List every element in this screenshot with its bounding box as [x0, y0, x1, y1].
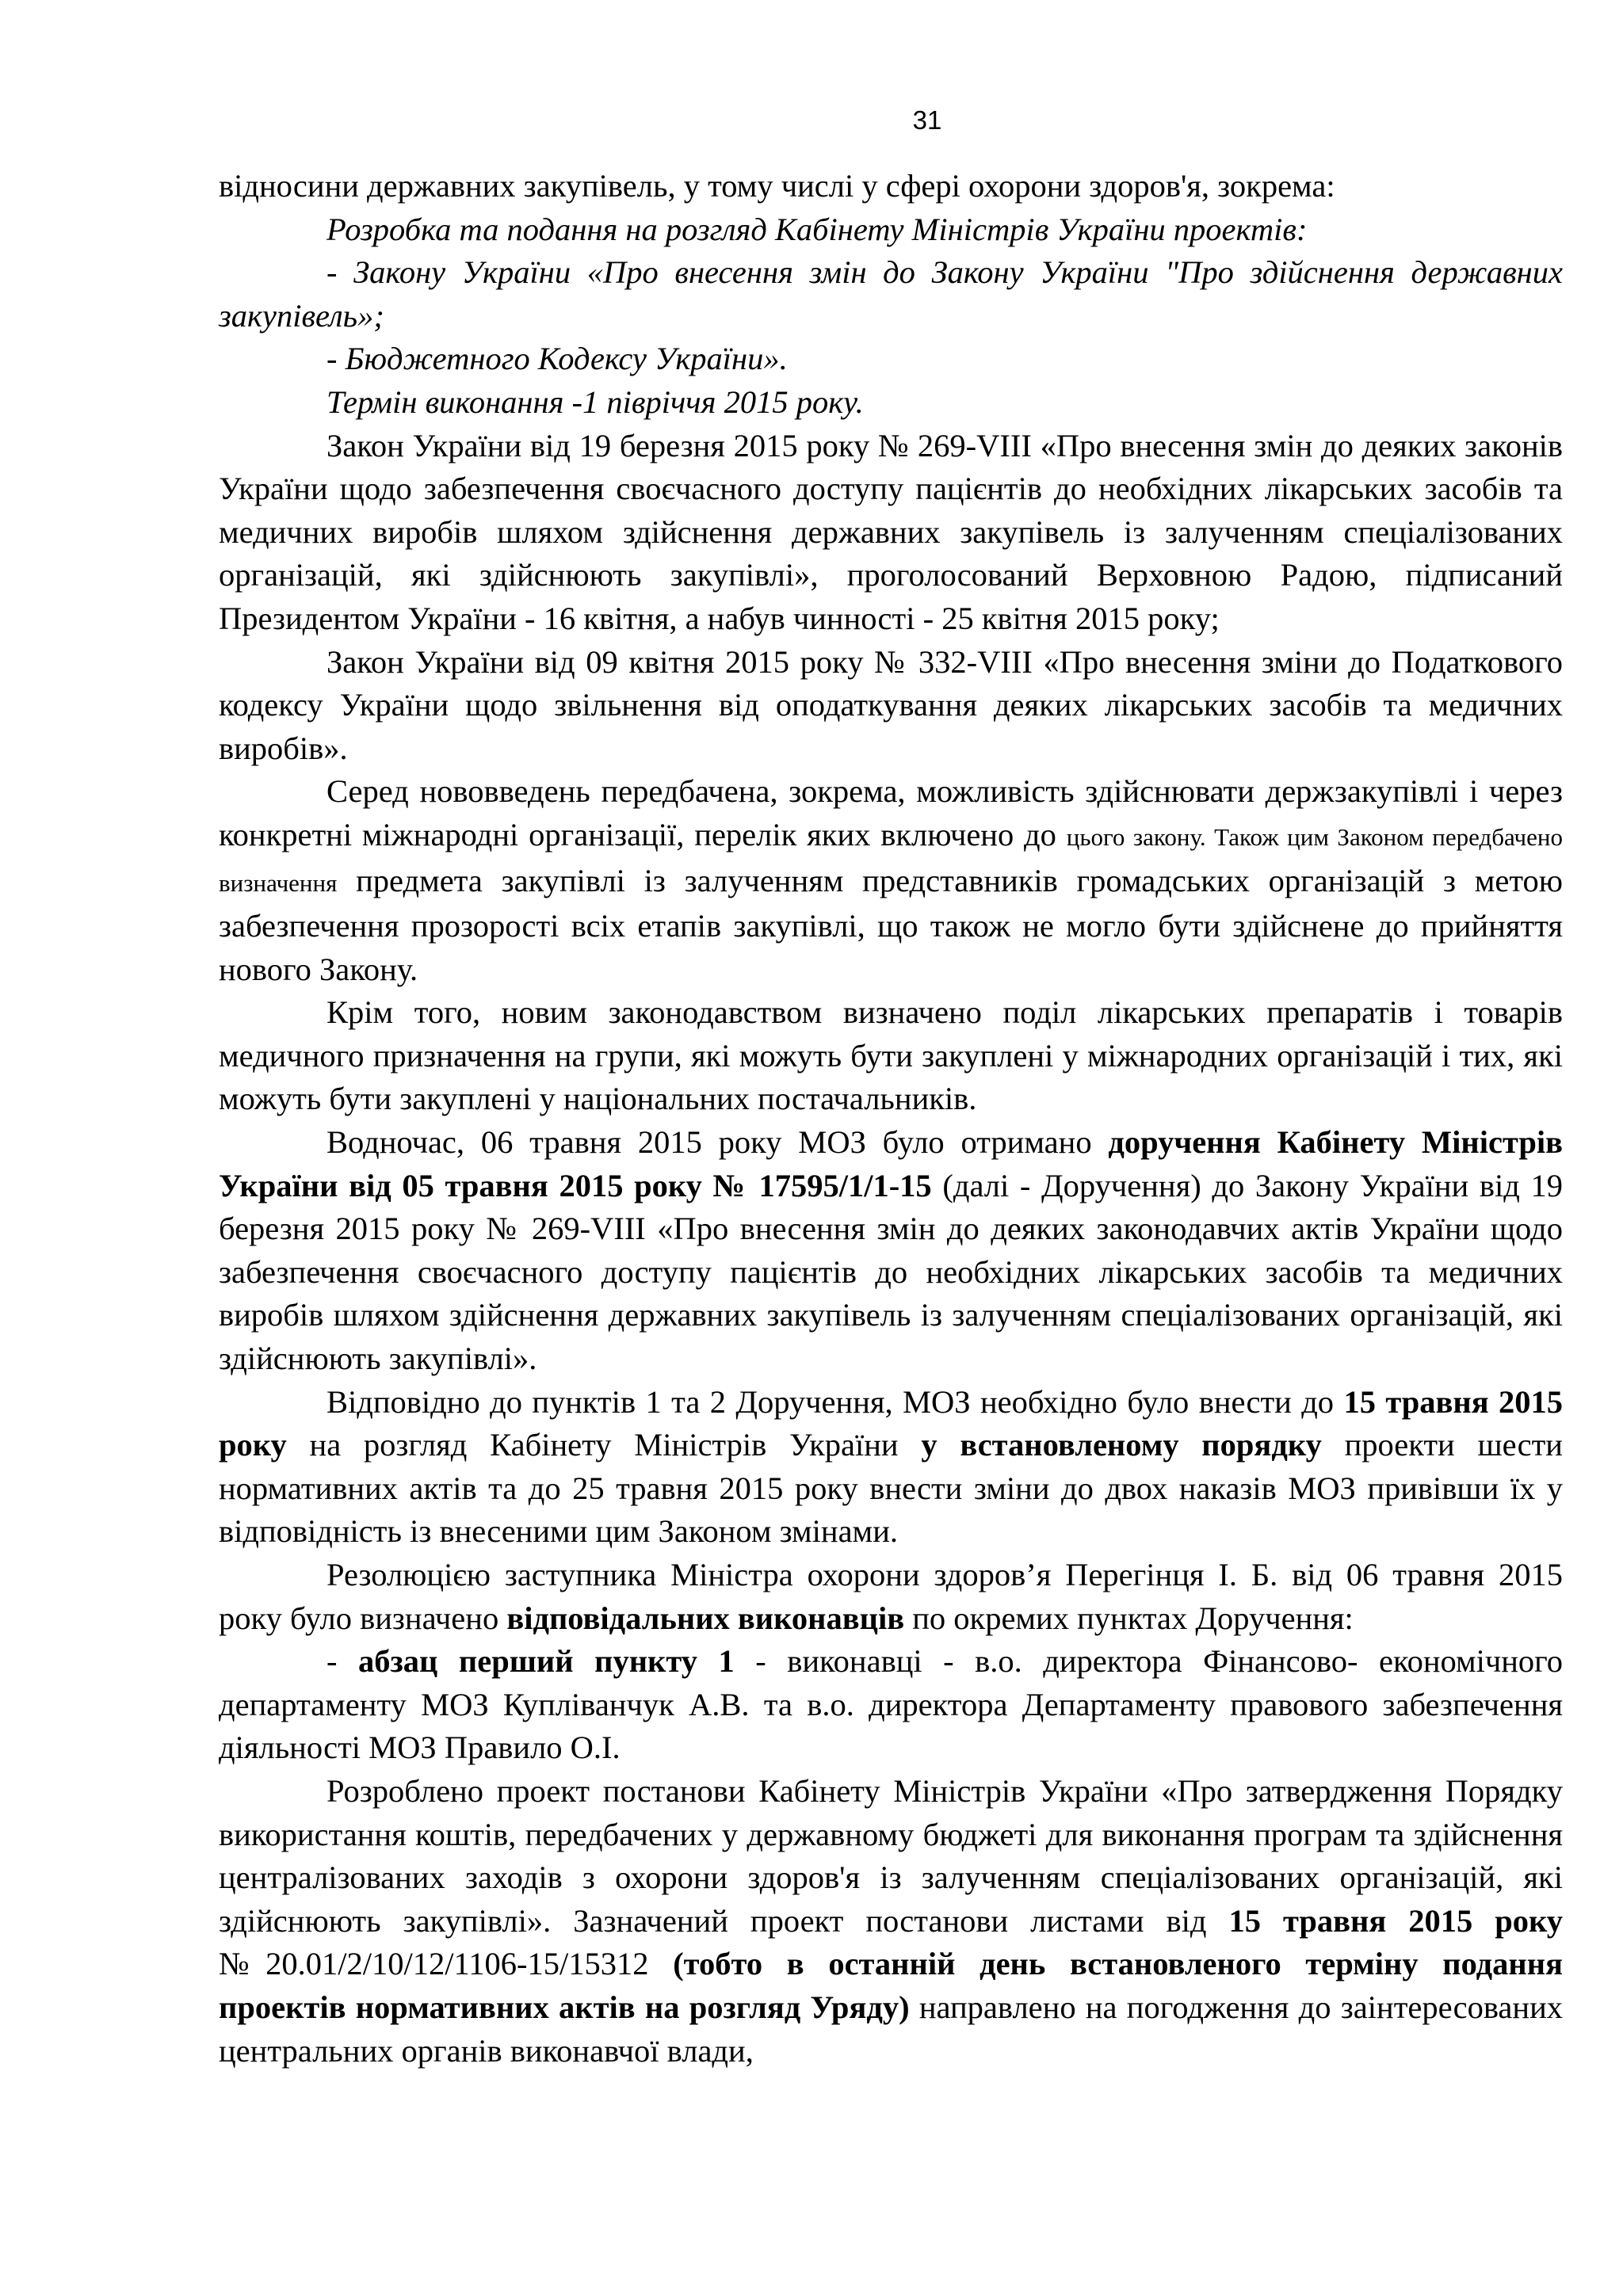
paragraph-executors: [219, 1640, 1563, 1770]
paragraph-division: Крім того, новим законодавством визначено поділ лікарських препаратів і товарів медичного призначення на групи, які можуть бути закуплені у міжнародних організацій і тих, які можуть бути закуплені у національних постачальників.: [219, 994, 1563, 1117]
paragraph-instruction-text: Водночас, 06 травня 2015 року МОЗ було отримано: [327, 1124, 1109, 1161]
paragraph-innovations-small-text: цього закону. Також цим Законом передбачено визначення: [219, 822, 1563, 897]
paragraph-draft-text-end: направлено на погодження до заінтересованих центральних органів виконавчої влади,: [219, 1989, 1563, 2069]
paragraph-deadline-text-end: проекти шести нормативних актів та до 25 травня 2015 року внести зміни до двох наказів МОЗ привівши їх у відповідність із внесеними цим Законом змінами.: [219, 1427, 1563, 1550]
paragraph-task-law: - Закону України «Про внесення змін до Закону України "Про здійснення державних закупівель»;: [219, 254, 1563, 334]
paragraph-law-269: Закон України від 19 березня 2015 року № 269-VIII «Про внесення змін до деяких законів України щодо забезпечення своєчасного доступу пацієнтів до необхідних лікарських засобів та медичних виробів шляхом здійснення державних закупівель із залученням спеціалізованих організацій, які здійснюють закупівлі», проголосований Верховною Радою, підписаний Президентом України - 16 квітня, а набув чинності - 25 квітня 2015 року;: [219, 427, 1563, 636]
paragraph-resolution: [219, 1554, 1563, 1640]
paragraph-intro: відносини державних закупівель, у тому числі у сфері охорони здоров'я, зокрема:: [219, 168, 1335, 204]
paragraph-task-heading: Розробка та подання на розгляд Кабінету Міністрів України проектів:: [327, 211, 1308, 247]
paragraph-deadline-requirements: [219, 1381, 1563, 1554]
paragraph-task-budget-code: - Бюджетного Кодексу України».: [327, 341, 788, 377]
paragraph-draft-date-bold: 15 травня 2015 року: [1228, 1902, 1564, 1939]
document-body: [219, 165, 1563, 2073]
paragraph-deadline-order-bold: у встановленому порядку: [921, 1427, 1322, 1463]
paragraph-resolution-text-end: по окремих пунктах Доручення:: [904, 1600, 1354, 1636]
paragraph-instruction-text-end: (далі - Доручення) до Закону України від 19 березня 2015 року № 269-VIII «Про внесення змін до деяких законодавчих актів України щодо забезпечення своєчасного доступу пацієнтів до необхідних лікарських засобів та медичних виробів шляхом здійснення державних закупівель із залученням спеціалізованих організацій, які здійснюють закупівлі».: [219, 1167, 1563, 1377]
page-number: 31: [912, 105, 942, 135]
paragraph-innovations-text: Серед нововведень передбачена, зокрема, можливість здійснювати держзакупівлі і через конкретні міжнародні організації, перелік яких включено до: [219, 773, 1563, 852]
paragraph-resolution-text: Резолюцією заступника Міністра охорони здоров’я Перегінця І. Б. від 06 травня 2015 року було визначено: [219, 1557, 1563, 1636]
paragraph-executors-bold: абзац перший пункту 1: [358, 1643, 735, 1680]
paragraph-deadline-text: Відповідно до пунктів 1 та 2 Доручення, МОЗ необхідно було внести до: [327, 1383, 1344, 1420]
paragraph-innovations: [219, 770, 1563, 991]
paragraph-instruction: [219, 1121, 1563, 1381]
paragraph-draft-note-bold: (тобто в останній день встановленого терміну подання проектів нормативних актів на розгляд Уряду): [219, 1946, 1563, 2025]
paragraph-executors-text: - виконавці - в.о. директора Фінансово- економічного департаменту МОЗ Купліванчук А.В. та в.о. директора Департаменту правового забезпечення діяльності МОЗ Правило О.І.: [219, 1643, 1563, 1766]
paragraph-innovations-text-end: предмета закупівлі із залученням представників громадських організацій з метою забезпечення прозорості всіх етапів закупівлі, що також не могло бути здійснене до прийняття нового Закону.: [219, 862, 1563, 987]
paragraph-deadline-date-bold: 15 травня 2015 року: [219, 1383, 1563, 1463]
paragraph-deadline-text-mid: на розгляд Кабінету Міністрів України: [286, 1427, 922, 1463]
paragraph-executors-dash: -: [327, 1643, 359, 1680]
paragraph-instruction-bold: доручення Кабінету Міністрів України від 05 травня 2015 року № 17595/1/1-15: [219, 1124, 1563, 1203]
paragraph-draft-number: №20.01/2/10/12/1106-15/15312: [219, 1946, 674, 1982]
paragraph-task-deadline: Термін виконання -1 півріччя 2015 року.: [327, 383, 864, 420]
paragraph-draft-resolution: [219, 1770, 1563, 2073]
paragraph-law-332: Закон України від 09 квітня 2015 року № 332-VIII «Про внесення зміни до Податкового кодексу України щодо звільнення від оподаткування деяких лікарських засобів та медичних виробів».: [219, 643, 1563, 766]
paragraph-draft-text: Розроблено проект постанови Кабінету Міністрів України «Про затвердження Порядку використання коштів, передбачених у державному бюджеті для виконання програм та здійснення централізованих заходів з охорони здоров'я із залученням спеціалізованих організацій, які здійснюють закупівлі». Зазначений проект постанови листами від: [219, 1772, 1563, 1939]
paragraph-resolution-bold: відповідальних виконавців: [506, 1600, 905, 1636]
